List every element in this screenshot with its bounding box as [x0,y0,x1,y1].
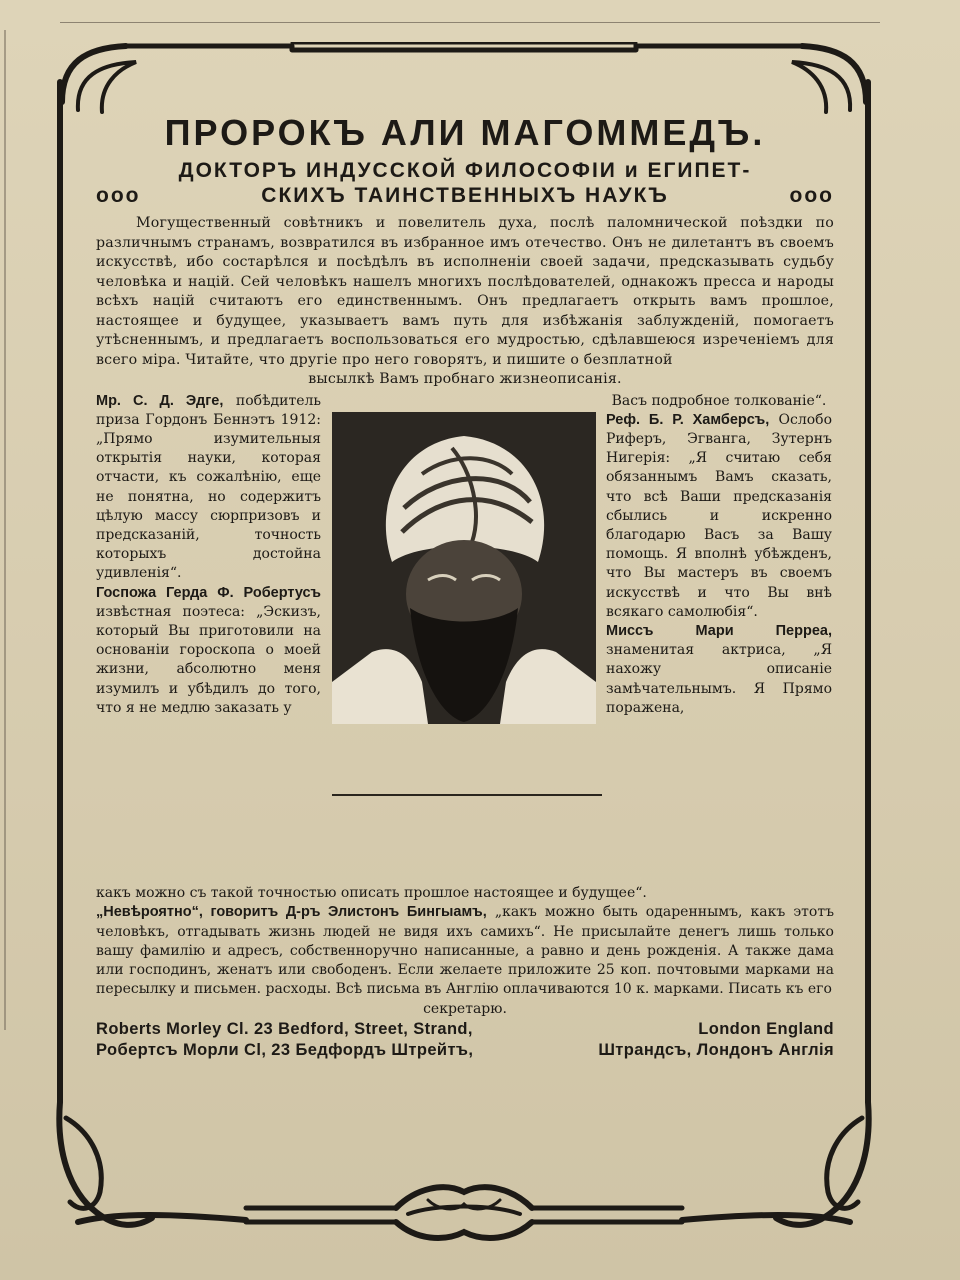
testimonial-bingham [96,903,834,999]
testimonial-name: Госпожа Герда Ф. Робертусъ [96,584,321,601]
testimonial-text: „какъ можно быть одареннымъ, какъ этотъ человѣкъ, отгадывать жизнь людей не видя ихъ самихъ“. Не присылайте денегъ лишь только вашу фамилію и адресъ, собственноручно написанные, а равно и день рожденія. А также дама или господинъ, женатъ или свободенъ. Если желаете приложите 25 коп. почтовыми марками на пересылку и письмен. расходы. Всѣ письма въ Англію оплачиваются 10 к. марками. Писать къ его [96,904,834,998]
ad-footer-text [96,884,834,1061]
prophet-portrait [332,412,596,724]
top-divider [60,22,880,23]
ad-title: ПРОРОКЪ АЛИ МАГОММЕДЪ. [164,112,766,153]
intro-last-line: высылкѣ Вамъ пробнаго жизнеописанія. [308,371,622,387]
testimonial-text: извѣстная поэтеса: „Эскизъ, который Вы приготовили на основаніи гороскопа о моей жизни, абсолютно меня изумилъ и убѣдилъ до того, что я не медлю заказать у [96,603,321,716]
address-russian [96,1040,834,1061]
testimonial-name: „Невѣроятно“, говоритъ Д-ръ Элистонъ Бингыамъ, [96,904,487,921]
testimonial-continuation: Васъ подробное толкованіе“. [611,392,827,409]
testimonial-edge [96,392,321,584]
address-english [96,1019,834,1040]
testimonial-robertus [96,584,321,718]
testimonial-hambers [606,411,832,622]
testimonial-perrea [606,622,832,718]
portrait-underline [332,794,602,796]
address-russian-city: Штрандсъ, Лондонъ Англія [598,1041,834,1060]
ad-subtitle [96,158,834,208]
testimonial-text: Ослобо Риферъ, Эгванга, Зутернъ Нигерія: „Я считаю себя обязаннымъ Вамъ сказать, что всѣ Ваши предсказанія сбылись и искренно благодарю Васъ за Вашу помощь. Я вполнѣ убѣжденъ, что Вы мастеръ въ своемъ искусствѣ и что Вы внѣ всякаго самолюбія“. [606,411,833,620]
subtitle-ornament-right: ooo [789,184,834,207]
testimonial-text: знаменитая актриса, „Я нахожу описаніе замѣчательнымъ. Я Прямо поражена, [606,642,832,716]
advertisement [96,112,834,832]
testimonial-continuation-line: какъ можно съ такой точностью описать прошлое настоящее и будущее“. [96,885,647,901]
portrait-illustration [332,412,596,724]
subtitle-ornament-left: ooo [96,184,141,207]
subtitle-line-1: ДОКТОРЪ ИНДУССКОЙ ФИЛОСОФІИ и ЕГИПЕТ- [178,159,752,182]
testimonial-name: Мр. С. Д. Эдге, [96,392,224,409]
address-english-city: London England [698,1020,834,1039]
testimonial-text: побѣдитель приза Гордонъ Беннэтъ 1912: „Прямо изумительныя открытія науки, которая отчасти, къ сожалѣнію, еще не понятна, но содержитъ цѣлую массу сюрпризовъ и предсказаній, точность которыхъ достойна удивленія“. [96,392,322,582]
address-russian-street: Робертсъ Морли Cl, 23 Бедфордъ Штрейтъ, [96,1041,474,1060]
testimonial-name: Реф. Б. Р. Хамберсъ, [606,411,770,428]
testimonials-section [96,392,834,832]
closing-word: секретарю. [423,1000,507,1017]
column-divider [4,30,6,1030]
intro-paragraph: Могущественный совѣтникъ и повелитель духа, послѣ паломнической поѣздки по различнымъ странамъ, возвратился въ избранное имъ отечество. Онъ не дилетантъ въ своемъ искусствѣ, ибо состарѣлся и посѣдѣлъ въ исполненіи своей задачи, предсказывать судьбу человѣка и націй. Сей человѣкъ нашелъ многихъ послѣдователей, однакожъ пресса и народы всѣхъ націй считаютъ его единственнымъ. Онъ предлагаетъ открыть вамъ прошлое, настоящее и будущее, указываетъ вамъ путь для избѣжанія заблужденій, помогаетъ утѣсненнымъ, и предлагаетъ воспользоваться его мудростью, сдѣлавшеюся изреченіемъ для всего міра. Читайте, что другіе про него говорятъ, и пишите о безплатной [96,215,834,368]
subtitle-line-2-text: СКИХЪ ТАИНСТВЕННЫХЪ НАУКЪ [261,184,669,207]
left-column [96,392,321,718]
subtitle-line-2 [96,183,834,208]
testimonial-name: Миссъ Мари Перреа, [606,622,832,639]
right-column [606,392,832,718]
address-english-street: Roberts Morley Cl. 23 Bedford, Street, Strand, [96,1020,473,1039]
